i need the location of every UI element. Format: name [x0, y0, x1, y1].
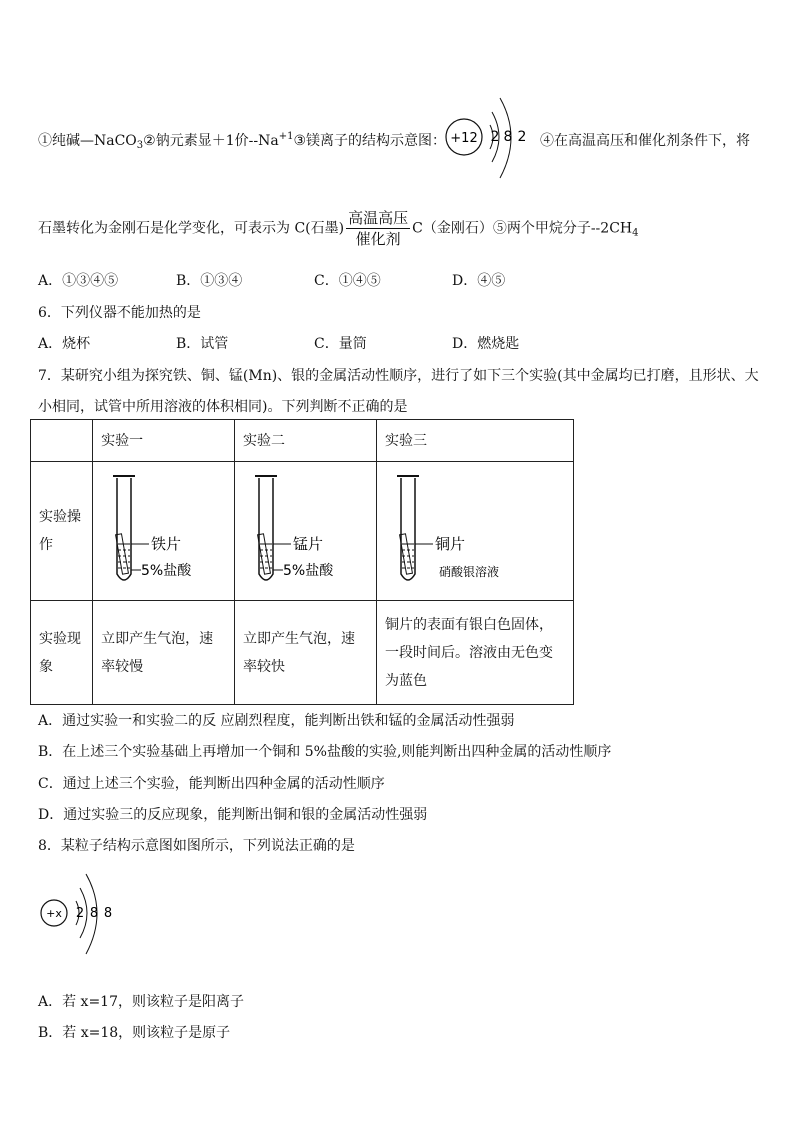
q5-item3: ③镁离子的结构示意图：	[293, 133, 446, 149]
particle-diagram	[38, 866, 128, 962]
condition-bottom: 催化剂	[355, 230, 401, 248]
q7-option-d[interactable]: D．通过实验三的反应现象，能判断出铜和银的金属活动性强弱	[38, 807, 428, 823]
q5-option-c[interactable]: C．①④⑤	[314, 273, 381, 289]
q6-option-a[interactable]: A．烧杯	[38, 336, 91, 352]
table-header-cell: 实验二	[235, 420, 377, 462]
q7-stem-line1: 7．某研究小组为探究铁、铜、锰(Mn)、银的金属活动性顺序，进行了如下三个实验(其中金属均已打磨，且形状、大	[38, 368, 759, 384]
row-label-phenomenon: 实验现象	[31, 601, 93, 705]
q5-items-line2	[38, 208, 639, 249]
q5-item4-part2: 石墨转化为金刚石是化学变化，可表示为 C(石墨)	[38, 220, 345, 237]
exp3-metal-label: 铜片	[435, 535, 466, 553]
table-header-cell: 实验一	[93, 420, 235, 462]
q5-item4-part3: C（金刚石）	[412, 220, 493, 237]
q8-option-b[interactable]: B．若 x=18，则该粒子是原子	[38, 1025, 231, 1041]
mg-shell-count-1: 2	[490, 129, 500, 145]
particle-shell-count-1: 2	[75, 906, 85, 921]
q5-item1-sub: 3	[136, 140, 144, 151]
exp3-apparatus-cell	[377, 462, 574, 601]
q5-item5-sub: 4	[632, 227, 639, 239]
mg-shell-count-2: 8	[503, 129, 513, 145]
exp2-phenomenon: 立即产生气泡，速率较快	[235, 601, 377, 705]
exp1-solution-label: 5%盐酸	[141, 563, 192, 579]
q8-stem: 8．某粒子结构示意图如图所示，下列说法正确的是	[38, 838, 355, 854]
q7-option-a[interactable]: A．通过实验一和实验二的反 应剧烈程度，能判断出铁和锰的金属活动性强弱	[38, 713, 515, 729]
exp2-apparatus-cell	[235, 462, 377, 601]
condition-top: 高温高压	[348, 209, 409, 227]
reaction-condition	[346, 208, 410, 249]
q5-option-d[interactable]: D．④⑤	[452, 273, 506, 289]
q7-option-c[interactable]: C．通过上述三个实验，能判断出四种金属的活动性顺序	[38, 776, 385, 792]
mg-shell-count-3: 2	[517, 129, 527, 145]
table-header-cell: 实验三	[377, 420, 574, 462]
q5-items-line1	[38, 130, 446, 151]
table-header-empty	[31, 420, 93, 462]
exp3-phenomenon: 铜片的表面有银白色固体，一段时间后。溶液由无色变为蓝色	[377, 601, 574, 705]
experiment-table	[30, 419, 574, 705]
q5-option-b[interactable]: B．①③④	[176, 273, 243, 289]
q6-stem: 6．下列仪器不能加热的是	[38, 305, 201, 321]
exp3-test-tube	[377, 462, 572, 596]
exp1-metal-label: 铁片	[151, 535, 182, 553]
exp2-test-tube	[235, 462, 375, 596]
exp2-metal-label: 锰片	[293, 535, 324, 553]
exp1-phenomenon: 立即产生气泡，速率较慢	[93, 601, 235, 705]
q5-option-a[interactable]: A．①③④⑤	[38, 273, 119, 289]
row-label-operation: 实验操作	[31, 462, 93, 601]
particle-nucleus-label: +x	[46, 907, 62, 920]
q5-item2: ②钠元素显＋1价--Na	[143, 133, 279, 149]
q5-item4-part1: ④在高温高压和催化剂条件下，将	[540, 133, 750, 149]
q5-item2-sup: +1	[278, 131, 294, 142]
exp3-solution-label: 硝酸银溶液	[439, 565, 500, 579]
q5-item1: ①纯碱—NaCO	[38, 133, 137, 149]
q6-option-c[interactable]: C．量筒	[314, 336, 367, 352]
q7-stem-line2: 小相同，试管中所用溶液的体积相同)。下列判断不正确的是	[38, 399, 408, 415]
q8-option-a[interactable]: A．若 x=17，则该粒子是阳离子	[38, 994, 245, 1010]
q5-item5: ⑤两个甲烷分子--2CH	[492, 220, 633, 237]
table-row-operation	[31, 462, 574, 601]
exp1-test-tube	[93, 462, 233, 596]
mg-nucleus-label: +12	[450, 131, 478, 146]
q7-option-b[interactable]: B．在上述三个实验基础上再增加一个铜和 5%盐酸的实验,则能判断出四种金属的活动性顺序	[38, 744, 612, 760]
table-header-row	[31, 420, 574, 462]
particle-shell-count-2: 8	[89, 906, 99, 921]
q6-option-b[interactable]: B．试管	[176, 336, 229, 352]
mg-ion-diagram	[440, 88, 540, 188]
exp2-solution-label: 5%盐酸	[283, 563, 334, 579]
q6-option-d[interactable]: D．燃烧匙	[452, 336, 520, 352]
exp1-apparatus-cell	[93, 462, 235, 601]
particle-shell-count-3: 8	[103, 906, 113, 921]
table-row-phenomenon	[31, 601, 574, 705]
